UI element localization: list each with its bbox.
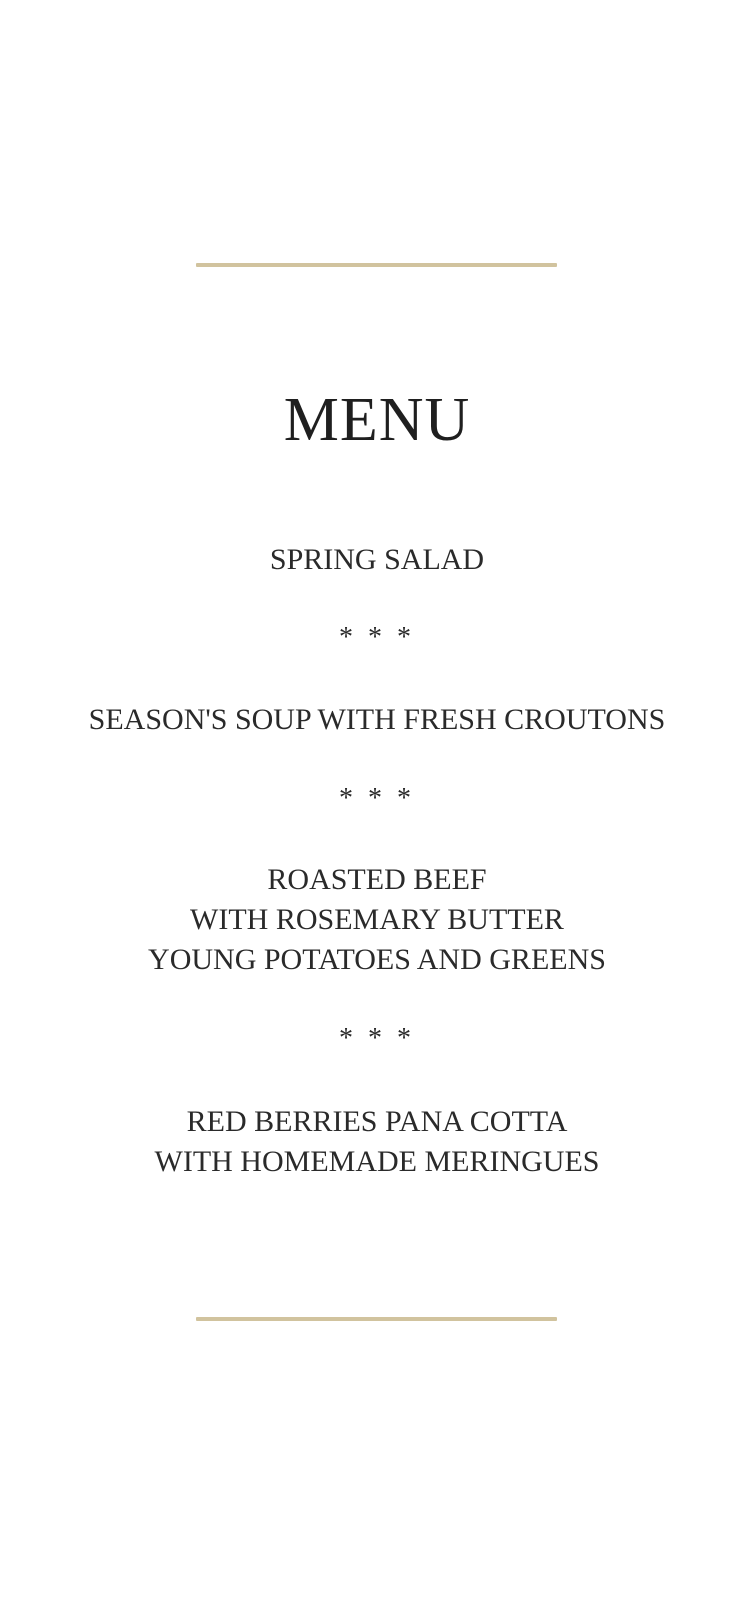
course-line: SEASON'S SOUP WITH FRESH CROUTONS (88, 703, 666, 736)
separator-stars: * * * (339, 783, 415, 814)
course-separator (0, 779, 754, 819)
course-line: ROASTED BEEF (267, 863, 487, 896)
course-soup (0, 700, 754, 740)
course-main (0, 860, 754, 980)
course-dessert (0, 1102, 754, 1182)
bottom-divider (196, 1317, 557, 1321)
course-separator (0, 1019, 754, 1059)
separator-stars: * * * (339, 622, 415, 653)
course-line: WITH HOMEMADE MERINGUES (154, 1145, 600, 1178)
course-line: RED BERRIES PANA COTTA (186, 1105, 568, 1138)
course-line: SPRING SALAD (269, 543, 485, 576)
separator-stars: * * * (339, 1023, 415, 1054)
top-divider (196, 263, 557, 267)
course-line: WITH ROSEMARY BUTTER (190, 903, 564, 936)
course-separator (0, 618, 754, 658)
course-starter (0, 540, 754, 580)
course-line: YOUNG POTATOES AND GREENS (148, 943, 606, 976)
menu-title: MENU (283, 386, 471, 454)
